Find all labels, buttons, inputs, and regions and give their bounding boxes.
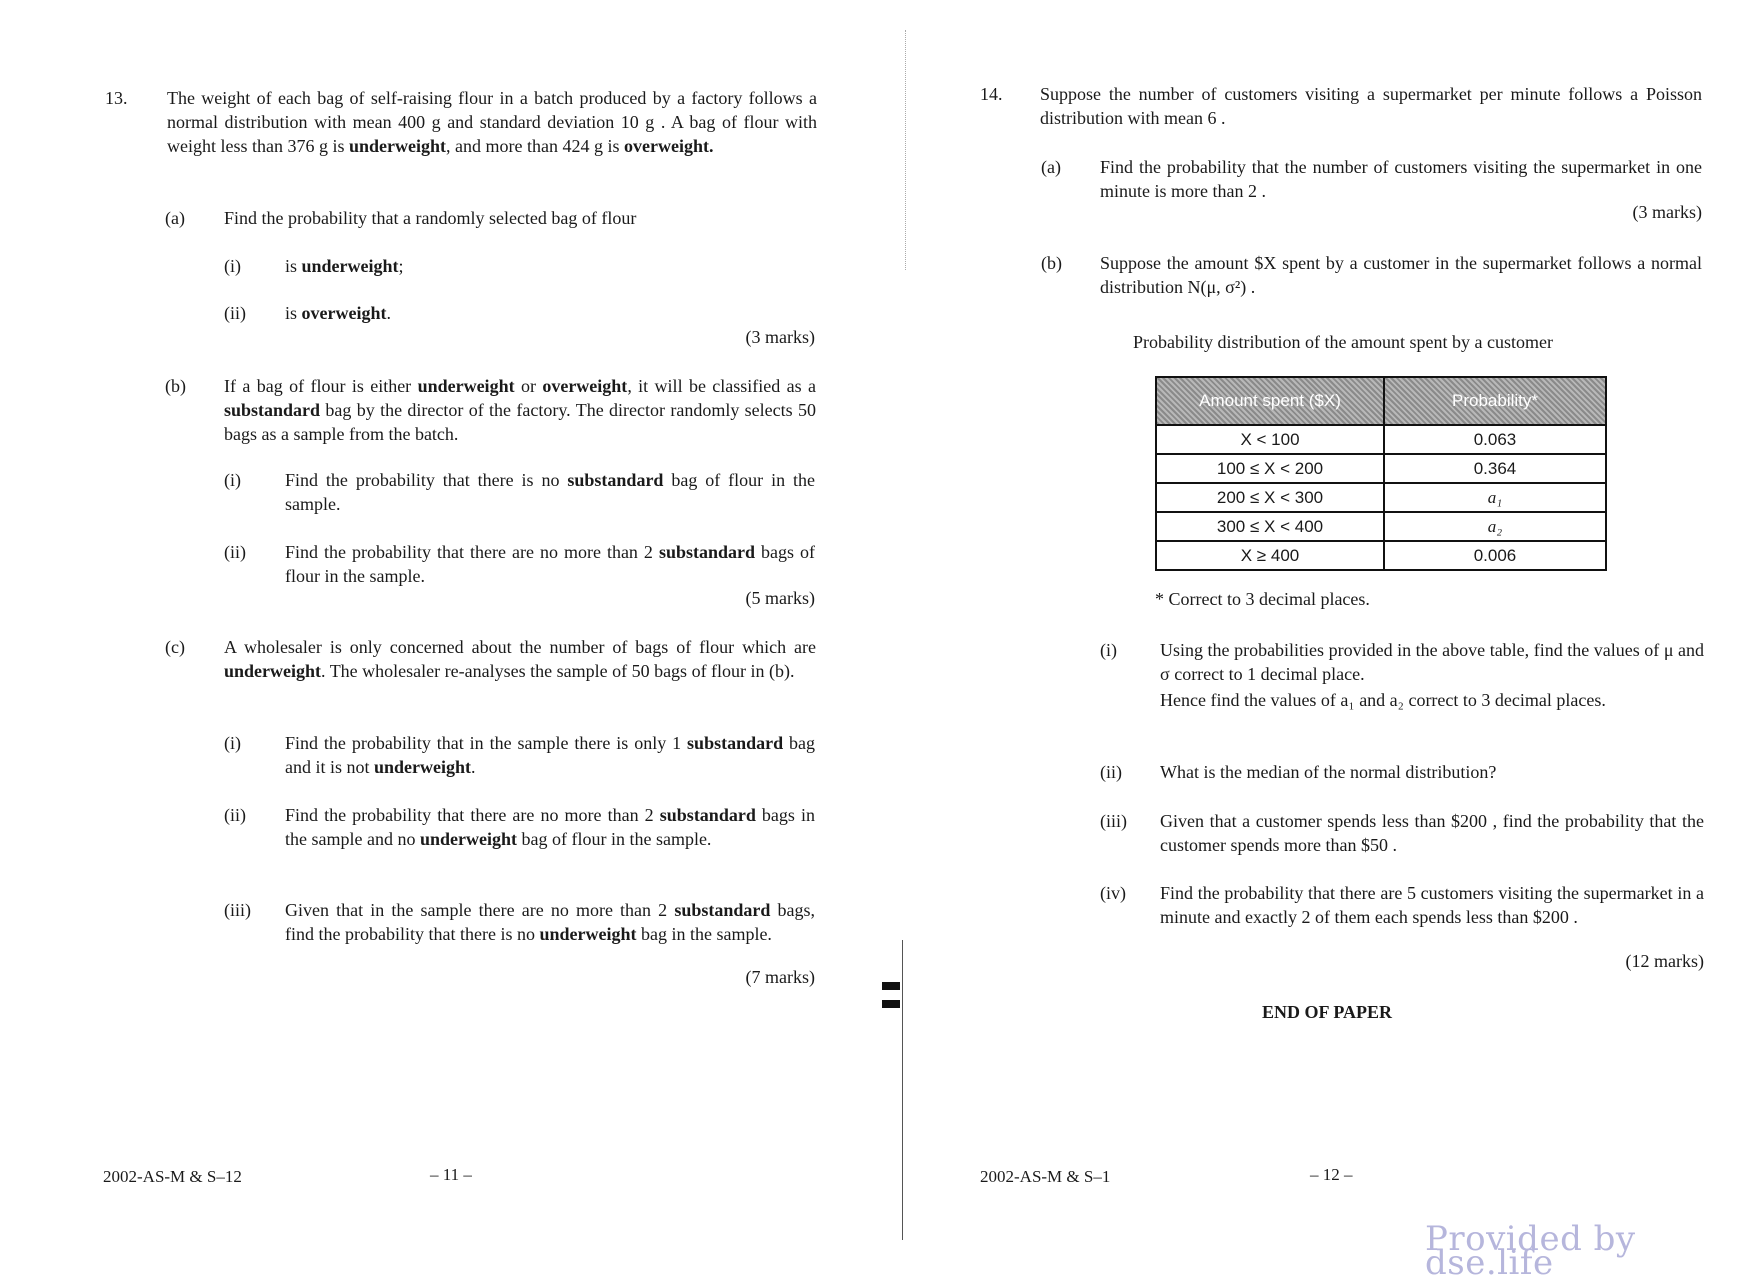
table-header-probability: Probability* bbox=[1384, 377, 1606, 425]
q13a-marks: (3 marks) bbox=[745, 327, 815, 347]
table-cell-range: 300 ≤ X < 400 bbox=[1156, 512, 1384, 541]
table-cell-prob: 0.364 bbox=[1384, 454, 1606, 483]
q13c-ii-label: (ii) bbox=[224, 805, 246, 825]
q13a-ii-label: (ii) bbox=[224, 303, 246, 323]
q14b-iv-text: Find the probability that there are 5 customers visiting the supermarket in a minute and exactly 2 of them each spends less than $200 . bbox=[1160, 883, 1704, 927]
q14b-iv-label: (iv) bbox=[1100, 883, 1126, 903]
q13c-iii-label: (iii) bbox=[224, 900, 251, 920]
bold-term: substandard bbox=[674, 900, 771, 920]
q13a-i-text: is underweight; bbox=[285, 256, 404, 276]
q14a-text: Find the probability that the number of customers visiting the supermarket in one minute is more than 2 . bbox=[1100, 157, 1702, 201]
bold-term: underweight bbox=[374, 757, 472, 777]
table-cell-range: 100 ≤ X < 200 bbox=[1156, 454, 1384, 483]
q13c-text: A wholesaler is only concerned about the number of bags of flour which are underweight. The wholesaler re-analyses the sample of 50 bags of flour in (b). bbox=[224, 637, 816, 681]
q13b-i-label: (i) bbox=[224, 470, 241, 490]
q14b-i-label: (i) bbox=[1100, 640, 1117, 660]
bold-term: underweight bbox=[349, 136, 447, 156]
q13-stem: The weight of each bag of self-raising flour in a batch produced by a factory follows a normal distribution with mean 400 g and standard deviation 10 g . A bag of flour with weight less than 376 g is underweight, and more than 424 g is overweight. bbox=[167, 88, 817, 156]
q13-number: 13. bbox=[105, 88, 128, 108]
q13a-i-label: (i) bbox=[224, 256, 241, 276]
q13c-label: (c) bbox=[165, 637, 185, 657]
binding-dots bbox=[905, 30, 906, 270]
q14b-ii-text: What is the median of the normal distribution? bbox=[1160, 762, 1497, 782]
table-cell-range: 200 ≤ X < 300 bbox=[1156, 483, 1384, 512]
q13c-i-text: Find the probability that in the sample there is only 1 substandard bag and it is not underweight. bbox=[285, 733, 816, 777]
binding-mark-bottom bbox=[882, 1000, 900, 1008]
end-of-paper: END OF PAPER bbox=[1262, 1002, 1392, 1022]
q13b-label: (b) bbox=[165, 376, 186, 396]
bold-term: substandard bbox=[224, 400, 321, 420]
q13b-marks: (5 marks) bbox=[745, 588, 815, 608]
q14b-i-text: Using the probabilities provided in the above table, find the values of μ and σ correct to 1 decimal place. bbox=[1160, 640, 1704, 684]
binding-mark-top bbox=[882, 982, 900, 990]
table-cell-prob: a₁ bbox=[1384, 483, 1606, 512]
table-note: * Correct to 3 decimal places. bbox=[1155, 589, 1370, 609]
bold-term: underweight bbox=[539, 924, 637, 944]
q13b-ii-label: (ii) bbox=[224, 542, 246, 562]
bold-term: underweight bbox=[301, 256, 399, 276]
table-cell-range: X ≥ 400 bbox=[1156, 541, 1384, 570]
q13c-i-label: (i) bbox=[224, 733, 241, 753]
watermark-text: Provided by dse.life bbox=[1425, 1219, 1636, 1283]
q13b-i-text: Find the probability that there is no substandard bag of flour in the sample. bbox=[285, 470, 815, 514]
bold-term: underweight bbox=[419, 829, 517, 849]
q14a-label: (a) bbox=[1041, 157, 1061, 177]
q14b-iii-text: Given that a customer spends less than $200 , find the probability that the customer spends more than $50 . bbox=[1160, 811, 1704, 855]
bold-term: substandard bbox=[567, 470, 664, 490]
table-cell-prob: a₂ bbox=[1384, 512, 1606, 541]
footer-left-page: – 11 – bbox=[430, 1165, 472, 1184]
q13a-ii-text: is overweight. bbox=[285, 303, 391, 323]
q13c-marks: (7 marks) bbox=[745, 967, 815, 987]
bold-term: underweight bbox=[224, 661, 322, 681]
bold-term: substandard bbox=[687, 733, 784, 753]
q14b-iii-label: (iii) bbox=[1100, 811, 1127, 831]
table-row bbox=[1156, 454, 1606, 483]
q14b-marks: (12 marks) bbox=[1625, 951, 1704, 971]
q13c-ii-text: Find the probability that there are no more than 2 substandard bags in the sample and no underweight bag of flour in the sample. bbox=[285, 805, 815, 849]
q14-stem: Suppose the number of customers visiting a supermarket per minute follows a Poisson distribution with mean 6 . bbox=[1040, 84, 1702, 128]
q13b-ii-text: Find the probability that there are no more than 2 substandard bags of flour in the sample. bbox=[285, 542, 815, 586]
q13c-iii-text: Given that in the sample there are no more than 2 substandard bags, find the probability that there is no underweight bag in the sample. bbox=[285, 900, 815, 944]
footer-right-page: – 12 – bbox=[1310, 1165, 1353, 1184]
table-row bbox=[1156, 541, 1606, 570]
table-cell-range: X < 100 bbox=[1156, 425, 1384, 454]
q14a-marks: (3 marks) bbox=[1632, 202, 1702, 222]
footer-right-code: 2002-AS-M & S–1 bbox=[980, 1167, 1111, 1186]
bold-term: overweight. bbox=[624, 136, 714, 156]
bold-term: substandard bbox=[658, 542, 755, 562]
probability-table bbox=[1155, 376, 1607, 571]
q13a-text: Find the probability that a randomly selected bag of flour bbox=[224, 208, 637, 228]
bold-term: underweight bbox=[417, 376, 515, 396]
table-row bbox=[1156, 483, 1606, 512]
q14b-ii-label: (ii) bbox=[1100, 762, 1122, 782]
bold-term: overweight bbox=[301, 303, 387, 323]
bold-term: substandard bbox=[659, 805, 756, 825]
table-header-amount: Amount spent ($X) bbox=[1156, 377, 1384, 425]
footer-left-code: 2002-AS-M & S–12 bbox=[103, 1167, 242, 1186]
q14b-label: (b) bbox=[1041, 253, 1062, 273]
q13b-text: If a bag of flour is either underweight or overweight, it will be classified as a substandard bag by the director of the factory. The director randomly selects 50 bags as a sample from the batch. bbox=[224, 376, 817, 444]
table-cell-prob: 0.006 bbox=[1384, 541, 1606, 570]
table-cell-prob: 0.063 bbox=[1384, 425, 1606, 454]
table-title: Probability distribution of the amount spent by a customer bbox=[1133, 332, 1553, 352]
bold-term: overweight bbox=[542, 376, 628, 396]
q14b-i-text2: Hence find the values of a₁ and a₂ correct to 3 decimal places. bbox=[1160, 690, 1606, 710]
q13a-label: (a) bbox=[165, 208, 185, 228]
q14b-text: Suppose the amount $X spent by a customer in the supermarket follows a normal distribution N(μ, σ²) . bbox=[1100, 253, 1702, 297]
table-row bbox=[1156, 512, 1606, 541]
binding-line bbox=[902, 940, 903, 1240]
q14-number: 14. bbox=[980, 84, 1003, 104]
table-row bbox=[1156, 425, 1606, 454]
